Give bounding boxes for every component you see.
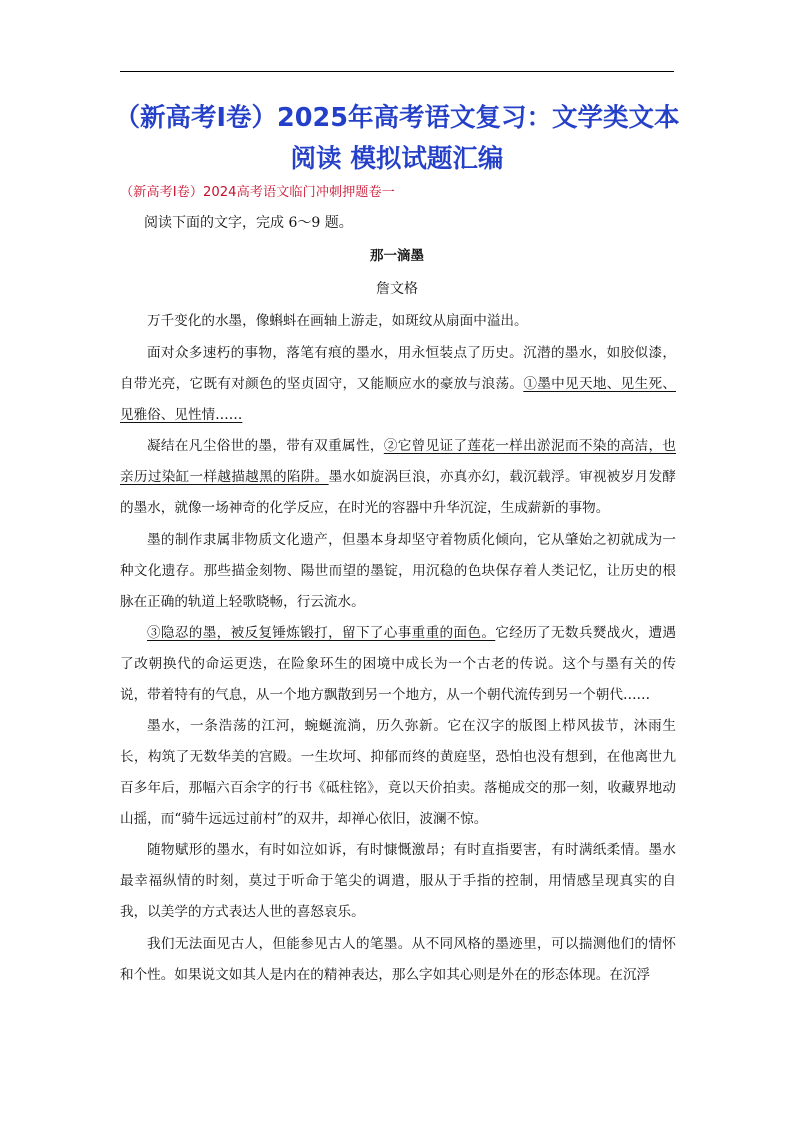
article-title: 那一滴墨 [370,248,424,264]
paragraph-text: 随物赋形的墨水，有时如泣如诉，有时慷慨激昂；有时直指要害，有时满纸柔情。墨水最幸福纵情的时刻，莫过于听命于笔尖的调遣，服从于手指的控制，用情感呈现真实的自我，以美学的方式表达人世的喜怒哀乐。 [120,842,676,920]
paragraph-text: 面对众多速朽的事物，落笔有痕的墨水，用永恒装点了历史。沉潜的墨水，如胶似漆，自带光亮，它既有对颜色的坚贞固守，又能顺应水的豪放与浪荡。 [120,345,676,392]
underlined-sentence-1: ①墨中见天地、见生死、见雅俗、见性情…… [120,376,676,423]
header-rule [120,71,674,72]
underlined-sentence-2: ②它曾见证了莲花一样出淤泥而不染的高洁，也亲历过染缸一样越描越黑的陷阱。 [120,438,677,485]
document-title-line2: 阅读 模拟试题汇编 [290,144,504,174]
paragraph-text: 我们无法面见古人，但能参见古人的笔墨。从不同风格的墨迹里，可以揣测他们的情怀和个性。如果说文如其人是内在的精神表达，那么字如其心则是外在的形态体现。在沉浮 [120,936,676,983]
underlined-sentence-3: ③隐忍的墨，被反复锤炼锻打，留下了心事重重的面色。 [147,625,496,641]
paragraph-text: 它经历了无数兵燹战火，遭遇了改朝换代的命运更迭，在险象环生的困境中成长为一个古老的传说。这个与墨有关的传说，带着特有的气息，从一个地方飘散到另一个地方，从一个朝代流传到另一个朝代…… [120,625,677,703]
article-paragraph-7 [120,835,676,928]
article-author: 詹文格 [376,281,418,297]
reading-instruction: 阅读下面的文字，完成 6～9 题。 [144,215,353,231]
article-paragraph-6 [120,711,676,835]
paragraph-text: 凝结在凡尘俗世的墨，带有双重属性， [147,438,384,454]
article-paragraph-1 [120,306,676,337]
document-title-line1: （新高考Ⅰ卷）2025年高考语文复习：文学类文本 [114,103,680,133]
paragraph-text: 万千变化的水墨，像蝌蚪在画轴上游走，如斑纹从扇面中溢出。 [147,313,528,329]
article-paragraph-8 [120,929,676,991]
article-paragraph-5 [120,618,676,711]
paragraph-text: 墨水如旋涡巨浪，亦真亦幻，载沉载浮。审视被岁月发酵的墨水，就像一场神奇的化学反应，在时光的容器中升华沉淀，生成薪新的事物。 [120,469,677,516]
article-paragraph-4 [120,525,676,618]
paragraph-text: 墨水，一条浩荡的江河，蜿蜒流淌，历久弥新。它在汉字的版图上栉风拔节，沐雨生长，构筑了无数华美的宫殿。一生坎坷、抑郁而终的黄庭坚，恐怕也没有想到，在他离世九百多年后，那幅六百余字的行书《砥柱铭》，竟以天价拍卖。落槌成交的那一刻，收藏界地动山摇，而“骑牛远远过前村”的双井，却禅心依旧，波澜不惊。 [120,718,676,827]
paragraph-text: 墨的制作隶属非物质文化遗产，但墨本身却坚守着物质化倾向，它从肇始之初就成为一种文化遗存。那些描金刻物、陽世而望的墨锭，用沉稳的色块保存着人类记忆，让历史的根脉在正确的轨道上轻歌晓畅，行云流水。 [120,532,676,610]
source-subtitle: （新高考Ⅰ卷）2024高考语文临门冲刺押题卷一 [120,185,395,200]
article-paragraph-3 [120,431,676,524]
article-paragraph-2 [120,338,676,431]
